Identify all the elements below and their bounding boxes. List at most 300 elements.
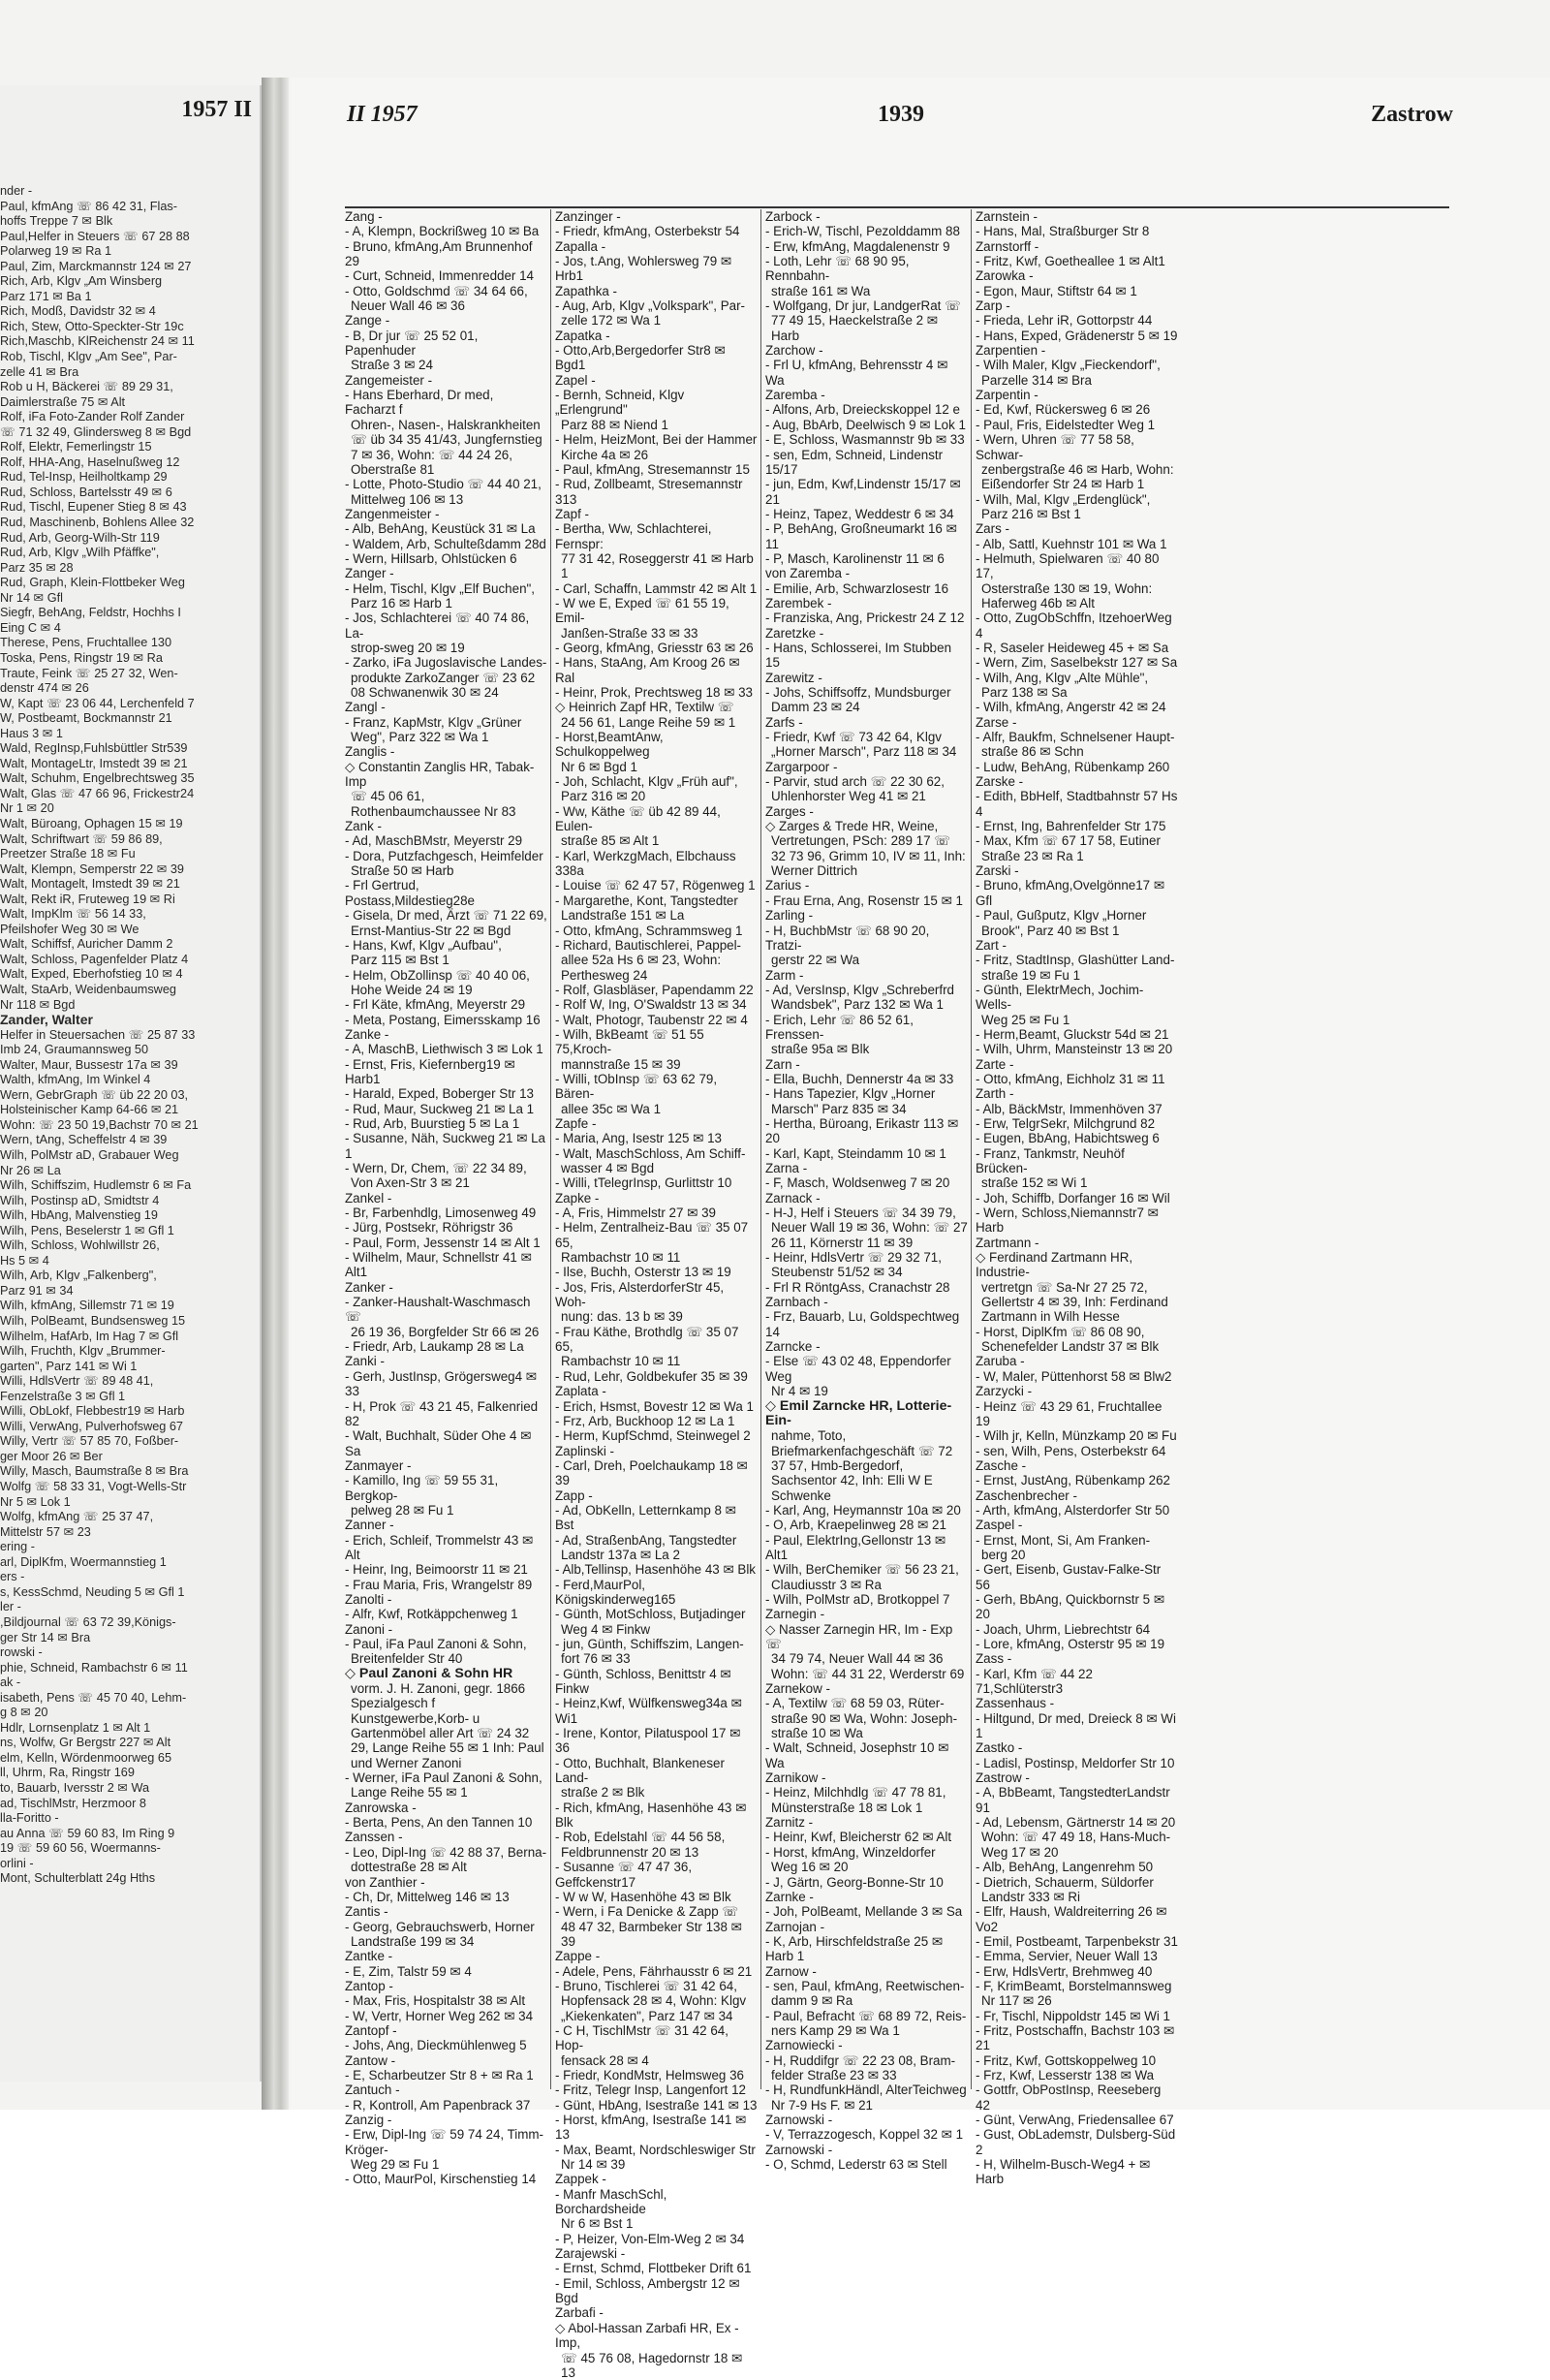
left-page-line: Wohn: ☏ 23 50 19,Bachstr 70 ✉ 21 [0,1118,254,1134]
entry-name: - Else ☏ 43 02 48, Eppendorfer Weg [765,1354,968,1384]
directory-entry [555,1131,758,1145]
left-page-line: Walt, Schuhm, Engelbrechtsweg 35 [0,771,254,787]
directory-entry [976,2009,1178,2023]
entry-name: - Heinr, Kwf, Bleicherstr 62 ✉ Alt [765,1830,968,1844]
directory-entry [976,1711,1178,1741]
entry-name: - Erw, TelgrSekr, Milchgrund 82 [976,1116,1178,1131]
directory-entry [345,1102,547,1116]
directory-column-2 [550,209,760,2089]
entry-name: - V, Terrazzogesch, Koppel 32 ✉ 1 [765,2127,968,2142]
entry-name: Zaplata - [555,1384,758,1398]
directory-entry [976,641,1178,655]
entry-name: Zanolti - [345,1592,547,1607]
entry-name: - Wern, Dr, Chem, ☏ 22 34 89, [345,1161,547,1175]
entry-name: - Heinr, HdlsVertr ☏ 29 32 71, [765,1250,968,1265]
directory-entry [765,209,968,224]
entry-details: 24 56 61, Lange Reihe 59 ✉ 1 [555,715,758,730]
entry-details: Landstraße 151 ✉ La [555,908,758,923]
left-page-line: Rolf, HHA-Ang, Haselnußweg 12 [0,455,254,471]
left-page-line: 19 ☏ 59 60 56, Woermanns- [0,1841,254,1857]
entry-details: vertretgn ☏ Sa-Nr 27 25 72, Gellertstr 4 ✉ 39, Inh: Ferdinand Zartmann in Wilh Hesse [976,1280,1178,1325]
directory-entry [555,1756,758,1801]
entry-name: Zarpentin - [976,388,1178,402]
left-page-line: Paul, Zim, Marckmannstr 124 ✉ 27 [0,260,254,275]
entry-details: Ernst-Mantius-Str 22 ✉ Bgd [345,924,547,938]
entry-name: - Otto, kfmAng, Schrammsweg 1 [555,924,758,938]
directory-entry [345,1116,547,1131]
entry-name: - Wilh, kfmAng, Angerstr 42 ✉ 24 [976,700,1178,714]
entry-name: - Rud, Arb, Buurstieg 5 ✉ La 1 [345,1116,547,1131]
entry-name: - Alfr, Baukfm, Schnelsener Haupt- [976,730,1178,744]
entry-name: - Rob, Edelstahl ☏ 44 56 58, [555,1830,758,1844]
directory-entry [765,1622,968,1681]
directory-entry [555,1801,758,1831]
left-page-line: ger Moor 26 ✉ Ber [0,1450,254,1465]
directory-entry [765,983,968,1013]
entry-name: - Irene, Kontor, Pilatuspool 17 ✉ 36 [555,1726,758,1756]
entry-details: Weg 29 ✉ Fu 1 [345,2157,547,2172]
directory-entry [976,1622,1178,1637]
entry-name: Zantopf - [345,2023,547,2038]
entry-name: Zapel - [555,373,758,388]
directory-entry [976,1518,1178,1532]
directory-entry [765,1964,968,1979]
entry-details: mannstraße 15 ✉ 39 [555,1057,758,1072]
directory-entry [765,2127,968,2142]
entry-name: - Franz, KapMstr, Klgv „Grüner [345,715,547,730]
left-page-line: zelle 41 ✉ Bra [0,365,254,381]
directory-entry [976,2053,1178,2068]
entry-name: - Alb, Sattl, Kuehnstr 101 ✉ Wa 1 [976,537,1178,551]
entry-name: - jun, Edm, Kwf,Lindenstr 15/17 ✉ 21 [765,477,968,507]
directory-entry [555,938,758,983]
entry-name: - Günt, HbAng, Isestraße 141 ✉ 13 [555,2098,758,2113]
entry-details: nahme, Toto, Briefmarkenfachgeschäft ☏ 72 37 57, Hmb-Bergedorf, Sachsentor 42, Inh: Elli W E Schwenke [765,1428,968,1503]
directory-entry [345,908,547,938]
directory-entry [345,1027,547,1042]
entry-name: - Wolfgang, Dr jur, LandgerRat ☏ [765,298,968,313]
entry-details: Parz 16 ✉ Harb 1 [345,596,547,611]
entry-details: Mittelweg 106 ✉ 13 [345,492,547,507]
directory-entry [345,1086,547,1101]
entry-name: - Georg, Gebrauchswerb, Horner [345,1920,547,1934]
directory-entry [555,1696,758,1726]
entry-details: 77 31 42, Roseggerstr 41 ✉ Harb 1 [555,551,758,581]
entry-name: Zang - [345,209,547,224]
directory-entry [976,2157,1178,2187]
entry-details: nung: das. 13 b ✉ 39 [555,1309,758,1324]
directory-entry [555,849,758,879]
entry-name: - Heinz, Milchhdlg ☏ 47 78 81, [765,1785,968,1800]
directory-entry [976,298,1178,313]
entry-name: - Frau Maria, Fris, Wrangelstr 89 [345,1578,547,1592]
directory-entry [555,388,758,432]
directory-entry [765,418,968,432]
directory-entry [555,804,758,849]
entry-name: Zarajewski - [555,2246,758,2261]
directory-entry [555,596,758,641]
entry-details: straße 2 ✉ Blk [555,1785,758,1800]
entry-name: Zarpentien - [976,343,1178,358]
entry-name: - Rich, kfmAng, Hasenhöhe 43 ✉ Blk [555,1801,758,1831]
directory-entry [976,1146,1178,1191]
left-page-line: Mont, Schulterblatt 24g Hths [0,1871,254,1887]
entry-name: - O, Schmd, Lederstr 63 ✉ Stell [765,2157,968,2172]
left-page-line: Nr 118 ✉ Bgd [0,998,254,1014]
entry-name: - P, BehAng, Großneumarkt 16 ✉ 11 [765,521,968,551]
entry-name: - Maria, Ang, Isestr 125 ✉ 13 [555,1131,758,1145]
entry-name: - P, Heizer, Von-Elm-Weg 2 ✉ 34 [555,2232,758,2246]
directory-entry [976,1651,1178,1666]
directory-entry [555,284,758,298]
directory-entry [765,671,968,685]
entry-name: Zarling - [765,908,968,923]
entry-name: Zass - [976,1651,1178,1666]
entry-name: Zars - [976,521,1178,536]
entry-name: - Ladisl, Postinsp, Meldorfer Str 10 [976,1756,1178,1770]
entry-name: - Ad, Lebensm, Gärtnerstr 14 ✉ 20 [976,1815,1178,1830]
entry-name: - Herm,Beamt, Gluckstr 54d ✉ 21 [976,1027,1178,1042]
entry-name: Zappe - [555,1949,758,1963]
left-page-line: Hdlr, Lornsenplatz 1 ✉ Alt 1 [0,1721,254,1737]
directory-entry [555,462,758,477]
entry-name: - Otto, ZugObSchffn, ItzehoerWeg 4 [976,611,1178,641]
directory-entry [555,774,758,804]
entry-name: - Aug, Arb, Klgv „Volkspark", Par- [555,298,758,313]
entry-name: - Johs, Ang, Dieckmühlenweg 5 [345,2038,547,2052]
entry-name: - H, Prok ☏ 43 21 45, Falkenried 82 [345,1399,547,1429]
left-page-line: Walt, Schriftwart ☏ 59 86 89, [0,832,254,848]
left-page-line: Traute, Feink ☏ 25 27 32, Wen- [0,667,254,682]
directory-entry [345,655,547,700]
directory-entry [555,432,758,462]
entry-name: Zangenmeister - [345,507,547,521]
directory-entry [555,298,758,329]
directory-entry [555,254,758,284]
entry-name: - Zarko, iFa Jugoslavische Landes- [345,655,547,670]
entry-name: - Ad, StraßenbAng, Tangstedter [555,1533,758,1548]
entry-name: - Rud, Zollbeamt, Stresemannstr 313 [555,477,758,507]
entry-name: - Adele, Pens, Fährhausstr 6 ✉ 21 [555,1964,758,1979]
left-page-line: Imb 24, Graumannsweg 50 [0,1043,254,1058]
entry-name: - Rolf W, Ing, O'Swaldstr 13 ✉ 34 [555,997,758,1012]
directory-entry [345,997,547,1012]
directory-entry [345,1875,547,1890]
directory-entry [555,343,758,373]
directory-entry [976,1116,1178,1131]
directory-entry [976,1979,1178,2009]
directory-entry [555,1116,758,1131]
entry-name: - Erw, kfmAng, Magdalenenstr 9 [765,239,968,254]
left-page-line: Preetzer Straße 18 ✉ Fu [0,847,254,862]
directory-entry [976,1904,1178,1934]
entry-details: straße 161 ✉ Wa [765,284,968,298]
directory-entry [555,224,758,238]
directory-entry [976,1369,1178,1384]
directory-entry [555,878,758,892]
entry-details: straße 152 ✉ Wi 1 [976,1175,1178,1190]
directory-entry [555,2143,758,2173]
directory-entry [976,1875,1178,1905]
directory-entry [765,1146,968,1161]
directory-entry [976,1740,1178,1755]
entry-details: zenbergstraße 46 ✉ Harb, Wohn: Eißendorfer Str 24 ✉ Harb 1 [976,462,1178,492]
directory-entry [765,1904,968,1919]
entry-name: Zarncke - [765,1339,968,1354]
left-page-line: Mittelstr 57 ✉ 23 [0,1525,254,1541]
entry-name: - Helm, HeizMont, Bei der Hammer [555,432,758,447]
directory-entry [976,1206,1178,1236]
entry-name: - Emilie, Arb, Schwarzlosestr 16 [765,581,968,596]
entry-details: straße 85 ✉ Alt 1 [555,833,758,848]
entry-name: - Waldem, Arb, Schulteßdamm 28d [345,537,547,551]
directory-entry [555,1488,758,1503]
entry-details: Weg 25 ✉ Fu 1 [976,1013,1178,1027]
directory-entry [555,2261,758,2275]
directory-entry [345,1458,547,1473]
directory-entry [555,1949,758,1963]
entry-name: - Otto, Goldschmd ☏ 34 64 66, [345,284,547,298]
directory-entry [555,2276,758,2306]
entry-name: - Meta, Postang, Eimersskamp 16 [345,1013,547,1027]
entry-name: - Fritz, Postschaffn, Bachstr 103 ✉ 21 [976,2023,1178,2053]
directory-entry [555,1458,758,1488]
directory-column-3 [760,209,971,2089]
directory-entry [765,1503,968,1518]
entry-details: 77 49 15, Haeckelstraße 2 ✉ Harb [765,313,968,343]
directory-entry [555,373,758,388]
entry-name: - Ch, Dr, Mittelweg 146 ✉ 13 [345,1890,547,1904]
entry-name: - Emil, Postbeamt, Tarpenbekstr 31 [976,1934,1178,1949]
left-page-line: ,Bildjournal ☏ 63 72 39,Königs- [0,1615,254,1631]
entry-name: Zantis - [345,1904,547,1919]
entry-name: - Erich, Hsmst, Bovestr 12 ✉ Wa 1 [555,1399,758,1414]
entry-name: Zappek - [555,2172,758,2186]
entry-name: - Bruno, kfmAng,Am Brunnenhof 29 [345,239,547,269]
directory-entry [765,1562,968,1592]
directory-entry [345,760,547,819]
directory-entry [345,968,547,998]
directory-entry [345,2068,547,2082]
entry-name: - Jos, t.Ang, Wohlersweg 79 ✉ Hrb1 [555,254,758,284]
entry-name: ◇ Abol-Hassan Zarbafi HR, Ex - Imp, [555,2321,758,2351]
directory-entry [345,1428,547,1458]
directory-entry [345,1964,547,1979]
directory-entry [345,1399,547,1429]
entry-name: - Wilh Maler, Klgv „Fieckendorf", [976,358,1178,372]
left-page-line: Wolfg, kfmAng ☏ 25 37 47, [0,1510,254,1525]
entry-details: berg 20 [976,1548,1178,1562]
entry-name: - Carl, Schaffn, Lammstr 42 ✉ Alt 1 [555,581,758,596]
directory-entry [555,2068,758,2082]
entry-name: - Heinz, Tapez, Weddestr 6 ✉ 34 [765,507,968,521]
directory-entry [345,1830,547,1844]
directory-entry [976,1815,1178,1860]
directory-entry [765,1250,968,1280]
entry-name: - Bernh, Schneid, Klgv „Erlengrund" [555,388,758,418]
entry-name: - Walt, MaschSchloss, Am Schiff- [555,1146,758,1161]
running-head-year: II 1957 [347,102,418,135]
left-page-line: Toska, Pens, Ringstr 19 ✉ Ra [0,651,254,667]
entry-name: - Wilh jr, Kelln, Münzkamp 20 ✉ Fu [976,1428,1178,1443]
entry-name: Zaschenbrecher - [976,1488,1178,1503]
directory-entry [765,1890,968,1904]
directory-entry [345,1920,547,1950]
directory-entry [555,1146,758,1176]
entry-name: - A, Klempn, Bockrißweg 10 ✉ Ba [345,224,547,238]
entry-name: Zarnack - [765,1191,968,1206]
directory-entry [345,1250,547,1280]
entry-name: - Dora, Putzfachgesch, Heimfelder [345,849,547,863]
directory-entry [555,1220,758,1265]
left-page-line: Polarweg 19 ✉ Ra 1 [0,244,254,260]
directory-entry [555,685,758,700]
left-page-line: Paul, kfmAng ☏ 86 42 31, Flas- [0,200,254,215]
entry-name: - F, KrimBeamt, Borstelmannsweg [976,1979,1178,1993]
entry-details: Schenefelder Landstr 37 ✉ Blk [976,1339,1178,1354]
entry-name: - Eugen, BbAng, Habichtsweg 6 [976,1131,1178,1145]
entry-details: Hohe Weide 24 ✉ 19 [345,983,547,997]
entry-name: - Gisela, Dr med, Ärzt ☏ 71 22 69, [345,908,547,923]
directory-entry [976,418,1178,432]
left-page-line: Wilhelm, HafArb, Im Hag 7 ✉ Gfl [0,1330,254,1345]
left-page-line: Rud, Tel-Insp, Heilholtkamp 29 [0,470,254,485]
left-page-line: Therese, Pens, Fruchtallee 130 [0,636,254,651]
directory-entry [555,1578,758,1608]
entry-details: Feldbrunnenstr 20 ✉ 13 [555,1845,758,1860]
entry-name: Zarnke - [765,1890,968,1904]
entry-name: Zange - [345,313,547,328]
entry-name: - Ernst, Ing, Bahrenfelder Str 175 [976,819,1178,833]
entry-name: Zapatka - [555,329,758,343]
entry-name: Zapke - [555,1191,758,1206]
directory-entry [765,1845,968,1875]
entry-name: - Wern, i Fa Denicke & Zapp ☏ [555,1904,758,1919]
directory-entry [765,358,968,388]
left-page-line: Walt, MontageLtr, Imstedt 39 ✉ 21 [0,757,254,772]
left-page-line: Daimlerstraße 75 ✉ Alt [0,395,254,411]
directory-entry [345,1667,547,1770]
directory-entry [555,1830,758,1860]
left-page-line: lla-Foritto - [0,1811,254,1827]
entry-name: - Friedr, Arb, Laukamp 28 ✉ La [345,1339,547,1354]
entry-details: Brook", Parz 40 ✉ Bst 1 [976,924,1178,938]
entry-name: Zaruba - [976,1354,1178,1368]
entry-name: Zanker - [345,1280,547,1295]
entry-name: - Richard, Bautischlerei, Pappel- [555,938,758,953]
entry-name: - Helm, ObZollinsp ☏ 40 40 06, [345,968,547,983]
left-page-line: Hs 5 ✉ 4 [0,1254,254,1269]
directory-entry [555,1206,758,1220]
entry-details: pelweg 28 ✉ Fu 1 [345,1503,547,1518]
directory-entry [976,224,1178,238]
left-page-line: Wilh, Arb, Klgv „Falkenberg", [0,1268,254,1284]
directory-entry [976,878,1178,908]
entry-name: ◇ Heinrich Zapf HR, Textilw ☏ [555,700,758,714]
directory-entry [976,1964,1178,1979]
directory-entry [976,1384,1178,1398]
entry-name: - Emil, Schloss, Ambergstr 12 ✉ Bgd [555,2276,758,2306]
entry-name: - Jos, Schlachterei ☏ 40 74 86, La- [345,611,547,641]
directory-entry [765,1399,968,1503]
left-page-line: Rud, Arb, Klgv „Wilh Pfäffke", [0,546,254,561]
directory-entry [765,2113,968,2127]
directory-entry [765,521,968,551]
entry-name: - Joh, PolBeamt, Mellande 3 ✉ Sa [765,1904,968,1919]
left-page-line: au Anna ☏ 59 60 83, Im Ring 9 [0,1827,254,1842]
entry-details: „Horner Marsch", Parz 118 ✉ 34 [765,744,968,759]
entry-details: Rambachstr 10 ✉ 11 [555,1250,758,1265]
entry-name: - Margarethe, Kont, Tangstedter [555,893,758,908]
directory-entry [555,2305,758,2320]
entry-name: - Hans Eberhard, Dr med, Facharzt f [345,388,547,418]
directory-entry [345,2009,547,2023]
directory-entry [555,983,758,997]
directory-entry [765,1681,968,1696]
entry-name: - Ilse, Buchh, Osterstr 13 ✉ 19 [555,1265,758,1279]
directory-entry [976,1756,1178,1770]
left-page-line: Walt, Exped, Eberhofstieg 10 ✉ 4 [0,967,254,983]
left-page-line: Rob, Tischl, Klgv „Am See", Par- [0,350,254,365]
directory-entry [345,1607,547,1621]
left-page-line: Rob u H, Bäckerei ☏ 89 29 31, [0,380,254,395]
entry-name: - Wilh, PolMstr aD, Brotkoppel 7 [765,1592,968,1607]
directory-entry [555,1325,758,1369]
entry-name: - Hertha, Büroang, Erikastr 113 ✉ 20 [765,1116,968,1146]
directory-entry [345,551,547,566]
entry-name: - Max, Beamt, Nordschleswiger Str [555,2143,758,2157]
directory-entry [345,1845,547,1875]
entry-name: - Friedr, Kwf ☏ 73 42 64, Klgv [765,730,968,744]
directory-entry [555,641,758,655]
entry-name: Zantuch - [345,2082,547,2097]
directory-entry [345,715,547,745]
directory-entry [765,1830,968,1844]
directory-entry [765,1206,968,1250]
entry-name: Zassenhaus - [976,1696,1178,1710]
entry-name: - Susanne, Näh, Suckweg 21 ✉ La 1 [345,1131,547,1161]
directory-entry [976,1057,1178,1072]
entry-name: Zaremba - [765,388,968,402]
entry-name: - A, MaschB, Liethwisch 3 ✉ Lok 1 [345,1042,547,1056]
directory-entry [345,2098,547,2113]
guide-word: Zastrow [1337,102,1453,135]
directory-entry [765,804,968,819]
directory-entry [345,938,547,968]
entry-name: - Hans, Kwf, Klgv „Aufbau", [345,938,547,953]
left-page-line: Wilh, HbAng, Malvenstieg 19 [0,1208,254,1224]
directory-entry [976,329,1178,343]
directory-entry [345,1013,547,1027]
entry-details: Uhlenhorster Weg 41 ✉ 21 [765,789,968,803]
left-page-line: Wilh, PolBeamt, Bundsensweg 15 [0,1314,254,1330]
entry-name: - Hans Tapezier, Klgv „Horner [765,1086,968,1101]
entry-name: Zarna - [765,1161,968,1175]
entry-name: Zarn - [765,1057,968,1072]
left-page-line: arl, DiplKfm, Woermannstieg 1 [0,1555,254,1571]
left-page-line: Wilh, PolMstr aD, Grabauer Weg [0,1148,254,1164]
entry-name: Zaretzke - [765,626,968,641]
left-page-line: Nr 5 ✉ Lok 1 [0,1495,254,1511]
entry-details: Weg", Parz 322 ✉ Wa 1 [345,730,547,744]
directory-entry [345,224,547,238]
entry-name: - Horst, kfmAng, Winzeldorfer [765,1845,968,1860]
directory-entry [555,2098,758,2113]
directory-entry [976,1428,1178,1443]
left-page-line: Rolf, iFa Foto-Zander Rolf Zander [0,410,254,425]
directory-entry [765,1309,968,1339]
directory-entry [345,849,547,879]
